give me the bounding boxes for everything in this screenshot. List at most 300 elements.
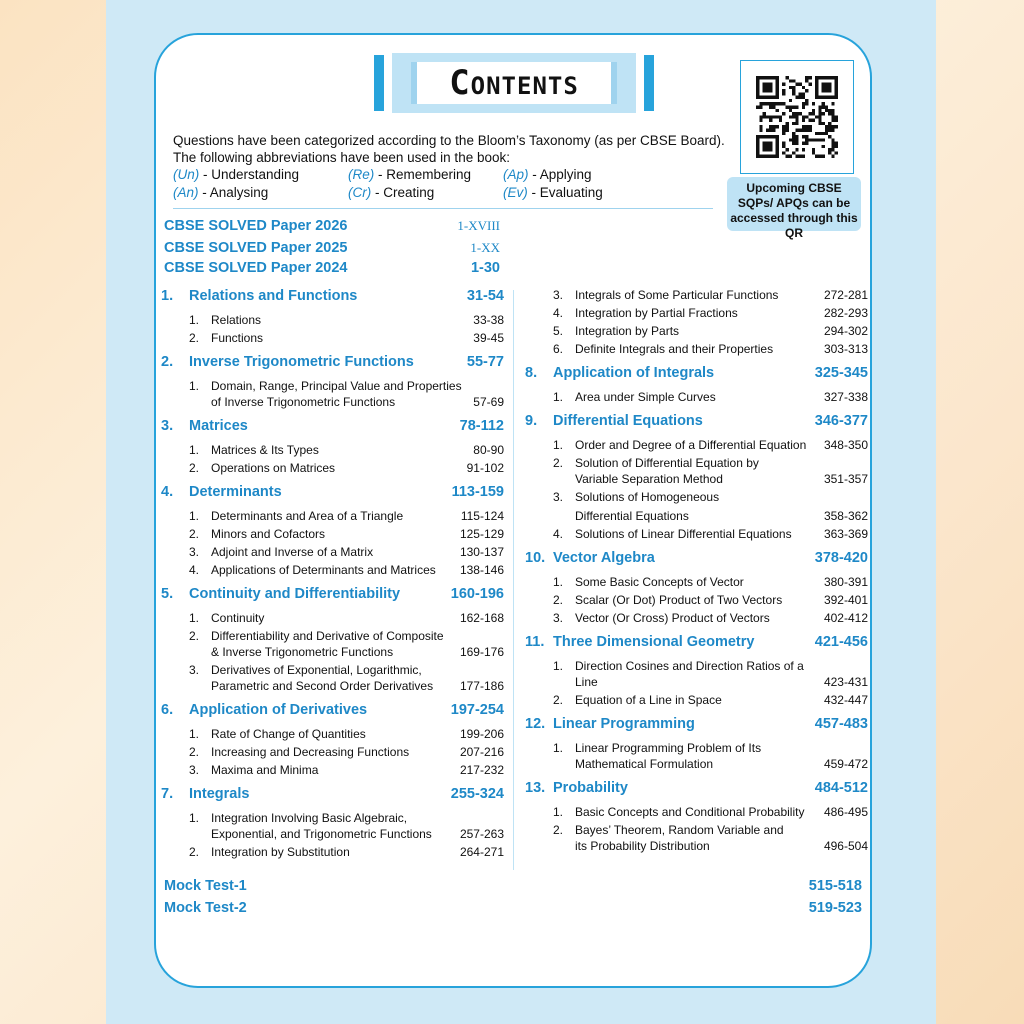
- subtopic-list: [161, 442, 504, 476]
- subtopic-item[interactable]: [189, 562, 504, 578]
- subtopic-item[interactable]: [553, 287, 868, 303]
- chapter-title-group: [161, 786, 249, 802]
- chapter-pages: 421-456: [814, 634, 868, 650]
- subtopic-number: 1.: [553, 575, 564, 589]
- subtopic-item[interactable]: [553, 822, 868, 854]
- chapter-pages: 31-54: [466, 288, 504, 304]
- subtopic-number: 1.: [189, 811, 200, 825]
- chapter-number: 8.: [525, 365, 538, 381]
- subtopic-number: 1.: [553, 438, 564, 452]
- chapter-heading[interactable]: [161, 354, 504, 370]
- subtopic-title-line: Integration by Partial Fractions: [575, 306, 738, 320]
- subtopic-item[interactable]: [189, 526, 504, 542]
- chapter-pages: 55-77: [466, 354, 504, 370]
- solved-paper-pages: 1-30: [470, 260, 500, 276]
- subtopic-title-line: Vector (Or Cross) Product of Vectors: [575, 611, 770, 625]
- chapter-title: Inverse Trigonometric Functions: [189, 354, 414, 370]
- mock-test-label: Mock Test-2: [164, 900, 247, 916]
- subtopic-title: [575, 389, 824, 405]
- subtopic-pages: 459-472: [823, 757, 868, 771]
- subtopic-pages: 392-401: [823, 593, 868, 607]
- subtopic-pages: 303-313: [823, 342, 868, 356]
- subtopic-number: 4.: [553, 306, 564, 320]
- subtopic-title: [575, 822, 824, 854]
- abbreviation-key: (Ap): [503, 167, 529, 182]
- subtopic-title-line: Determinants and Area of a Triangle: [211, 509, 404, 523]
- page-title: Contents: [449, 63, 579, 103]
- abbreviation-key: (Un): [173, 167, 200, 182]
- subtopic-pages: 125-129: [459, 527, 504, 541]
- abbreviation-item: [503, 184, 603, 202]
- abbreviation-item: [348, 184, 503, 202]
- chapter-pages: 255-324: [450, 786, 504, 802]
- chapter-number: 9.: [525, 413, 538, 429]
- subtopic-title-line: Mathematical Formulation: [575, 757, 714, 771]
- subtopic-pages: 380-391: [823, 575, 868, 589]
- abbreviation-label: - Applying: [528, 167, 592, 182]
- subtopic-title: [211, 628, 460, 660]
- chapter-title-group: [161, 418, 248, 434]
- subtopic-title: [575, 455, 824, 487]
- chapter-heading[interactable]: [161, 418, 504, 434]
- subtopic-item[interactable]: [189, 442, 504, 458]
- abbreviation-label: - Understanding: [199, 167, 300, 182]
- subtopic-pages: 57-69: [473, 395, 504, 409]
- chapter-title: Vector Algebra: [553, 550, 655, 566]
- subtopic-list: [161, 810, 504, 860]
- chapter-number: 6.: [161, 702, 174, 718]
- subtopic-pages: 363-369: [823, 527, 868, 541]
- heading-bar-right: [644, 55, 654, 111]
- intro-line-1: Questions have been categorized according to the Bloom’s Taxonomy (as per CBSE Board).: [173, 133, 725, 148]
- subtopic-title: [211, 610, 460, 626]
- subtopic-title-line: Integration by Parts: [575, 324, 680, 338]
- chapter-title-group: [525, 634, 754, 650]
- chapter-title-group: [525, 413, 703, 429]
- subtopic-title-line: Parametric and Second Order Derivatives: [211, 679, 434, 693]
- subtopic-title: [575, 658, 824, 690]
- contents-column-left: [161, 288, 504, 862]
- subtopic-pages: 282-293: [823, 306, 868, 320]
- subtopic-title: [211, 726, 460, 742]
- subtopic-item[interactable]: [189, 330, 504, 346]
- chapter-title: Differential Equations: [553, 413, 703, 429]
- subtopic-title: [211, 442, 473, 458]
- subtopic-item[interactable]: [189, 762, 504, 778]
- subtopic-item[interactable]: [553, 389, 868, 405]
- chapter-title: Three Dimensional Geometry: [553, 634, 755, 650]
- subtopic-title-line: Scalar (Or Dot) Product of Two Vectors: [575, 593, 783, 607]
- mock-test-entry[interactable]: [164, 878, 862, 894]
- subtopic-pages: 294-302: [823, 324, 868, 338]
- subtopic-item[interactable]: [189, 726, 504, 742]
- chapter-block: [161, 484, 504, 578]
- subtopic-item[interactable]: [189, 744, 504, 760]
- chapter-number: 1.: [161, 288, 174, 304]
- subtopic-title-line: of Inverse Trigonometric Functions: [211, 395, 396, 409]
- abbreviation-key: (Ev): [503, 185, 528, 200]
- chapter-pages: 378-420: [814, 550, 868, 566]
- subtopic-pages: 423-431: [823, 675, 868, 689]
- subtopic-list: [161, 312, 504, 346]
- abbreviation-key: (An): [173, 185, 199, 200]
- subtopic-number: 2.: [189, 527, 200, 541]
- solved-paper-label: CBSE SOLVED Paper 2024: [164, 260, 348, 276]
- subtopic-title: [211, 378, 473, 410]
- chapter-pages: 346-377: [814, 413, 868, 429]
- subtopic-pages: 199-206: [459, 727, 504, 741]
- subtopic-list: [525, 804, 868, 854]
- subtopic-title-line: Maxima and Minima: [211, 763, 319, 777]
- subtopic-item[interactable]: [189, 460, 504, 476]
- subtopic-title: [575, 592, 824, 608]
- chapter-number: 2.: [161, 354, 174, 370]
- chapter-title: Application of Derivatives: [189, 702, 368, 718]
- abbreviation-row-2: [173, 184, 725, 202]
- chapter-title-group: [161, 586, 400, 602]
- subtopic-title-line: Linear Programming Problem of Its: [575, 741, 762, 755]
- heading-inner: [411, 62, 617, 104]
- subtopic-pages: 138-146: [459, 563, 504, 577]
- subtopic-title-line: Minors and Cofactors: [211, 527, 326, 541]
- subtopic-title: [575, 574, 824, 590]
- chapter-block: [525, 716, 868, 772]
- subtopic-number: 3.: [189, 663, 200, 677]
- subtopic-item[interactable]: [553, 341, 868, 357]
- subtopic-title-line: Some Basic Concepts of Vector: [575, 575, 744, 589]
- chapter-title-group: [161, 288, 357, 304]
- subtopic-item[interactable]: [553, 526, 868, 542]
- subtopic-title-line: Area under Simple Curves: [575, 390, 716, 404]
- subtopic-list: [525, 574, 868, 626]
- subtopic-item[interactable]: [189, 544, 504, 560]
- subtopic-title-line: Solution of Differential Equation by: [575, 456, 759, 470]
- chapter-title: Continuity and Differentiability: [189, 586, 401, 602]
- subtopic-title-line: Applications of Determinants and Matrices: [211, 563, 436, 577]
- chapter-heading[interactable]: [161, 702, 504, 718]
- chapter-title-group: [525, 716, 695, 732]
- subtopic-pages: 33-38: [473, 313, 504, 327]
- subtopic-title: [575, 305, 824, 321]
- contents-column-right: [525, 287, 868, 856]
- subtopic-title-line: Operations on Matrices: [211, 461, 336, 475]
- chapter-number: 12.: [525, 716, 546, 732]
- chapter-pages: 484-512: [814, 780, 868, 796]
- solved-paper-entry[interactable]: [164, 240, 500, 256]
- subtopic-title: [575, 323, 824, 339]
- subtopic-list: [161, 726, 504, 778]
- subtopic-item[interactable]: [553, 455, 868, 487]
- subtopic-pages: 348-350: [823, 438, 868, 452]
- subtopic-item[interactable]: [189, 378, 504, 410]
- subtopic-title: [575, 489, 824, 524]
- subtopic-title-line: Differential Equations: [575, 509, 689, 523]
- subtopic-number: 3.: [189, 545, 200, 559]
- subtopic-pages: 486-495: [823, 805, 868, 819]
- subtopic-title-line: Increasing and Decreasing Functions: [211, 745, 410, 759]
- subtopic-number: 4.: [189, 563, 200, 577]
- subtopic-number: 1.: [553, 805, 564, 819]
- chapter-heading[interactable]: [525, 550, 868, 566]
- page-background: [106, 0, 936, 1024]
- subtopic-item[interactable]: [553, 804, 868, 820]
- subtopic-number: 1.: [553, 659, 564, 673]
- subtopic-item[interactable]: [189, 844, 504, 860]
- subtopic-pages: 432-447: [823, 693, 868, 707]
- chapter-heading[interactable]: [161, 484, 504, 500]
- subtopic-pages: 130-137: [459, 545, 504, 559]
- chapter-title-group: [525, 780, 628, 796]
- subtopic-item[interactable]: [553, 574, 868, 590]
- chapter-pages: 325-345: [814, 365, 868, 381]
- abbreviation-row-1: [173, 166, 725, 184]
- subtopic-number: 1.: [189, 509, 200, 523]
- subtopic-title: [575, 610, 824, 626]
- subtopic-pages: 115-124: [460, 509, 504, 523]
- chapter-title-group: [161, 354, 414, 370]
- subtopic-item[interactable]: [553, 592, 868, 608]
- subtopic-pages: 91-102: [466, 461, 504, 475]
- subtopic-list: [161, 508, 504, 578]
- chapter-title-group: [525, 365, 714, 381]
- chapter-title: Application of Integrals: [553, 365, 715, 381]
- subtopic-pages: 80-90: [473, 443, 504, 457]
- chapter-heading[interactable]: [161, 586, 504, 602]
- chapter-block: [525, 634, 868, 708]
- subtopic-title: [575, 692, 824, 708]
- subtopic-list: [525, 658, 868, 708]
- subtopic-number: 2.: [553, 693, 564, 707]
- subtopic-pages: 162-168: [459, 611, 504, 625]
- subtopic-number: 6.: [553, 342, 564, 356]
- qr-caption: Upcoming CBSE SQPs/ APQs can be accessed through this QR: [727, 177, 861, 231]
- subtopic-item[interactable]: [553, 323, 868, 339]
- subtopic-title: [575, 437, 824, 453]
- chapter-block: [161, 702, 504, 778]
- subtopic-title: [211, 508, 461, 524]
- chapter-pages: 197-254: [450, 702, 504, 718]
- subtopic-title: [211, 810, 460, 842]
- subtopic-number: 4.: [553, 527, 564, 541]
- subtopic-pages: 257-263: [459, 827, 504, 841]
- abbreviation-label: - Evaluating: [527, 185, 603, 200]
- subtopic-item[interactable]: [553, 610, 868, 626]
- abbreviation-item: [173, 166, 348, 184]
- abbreviation-item: [348, 166, 503, 184]
- chapter-block: [525, 780, 868, 854]
- subtopic-number: 1.: [189, 379, 200, 393]
- chapter-number: 10.: [525, 550, 546, 566]
- subtopic-number: 1.: [189, 611, 200, 625]
- solved-paper-label: CBSE SOLVED Paper 2025: [164, 240, 348, 256]
- subtopic-pages: 177-186: [459, 679, 504, 693]
- abbreviation-label: - Analysing: [198, 185, 269, 200]
- subtopic-list: [525, 287, 868, 357]
- mock-test-pages: 519-523: [808, 900, 862, 916]
- chapter-heading[interactable]: [525, 634, 868, 650]
- subtopic-title: [211, 662, 460, 694]
- subtopic-title: [575, 804, 824, 820]
- chapter-number: 13.: [525, 780, 546, 796]
- subtopic-title-line: & Inverse Trigonometric Functions: [211, 645, 394, 659]
- subtopic-pages: 169-176: [459, 645, 504, 659]
- subtopic-title: [211, 460, 467, 476]
- mock-test-pages: 515-518: [808, 878, 862, 894]
- contents-card: [154, 33, 872, 988]
- chapter-title: Linear Programming: [553, 716, 695, 732]
- subtopic-title-line: Solutions of Linear Differential Equations: [575, 527, 792, 541]
- subtopic-number: 1.: [553, 741, 564, 755]
- chapter-heading[interactable]: [525, 413, 868, 429]
- intro-text: [173, 132, 725, 202]
- subtopic-item[interactable]: [189, 662, 504, 694]
- subtopic-title: [211, 744, 460, 760]
- subtopic-title-line: Direction Cosines and Direction Ratios of a Line: [575, 659, 804, 689]
- solved-paper-entry[interactable]: [164, 218, 500, 234]
- solved-paper-pages: 1-XVIII: [457, 218, 500, 233]
- subtopic-number: 2.: [553, 456, 564, 470]
- subtopic-pages: 496-504: [823, 839, 868, 853]
- subtopic-title-line: Bayes’ Theorem, Random Variable and: [575, 823, 784, 837]
- subtopic-title-line: Definite Integrals and their Properties: [575, 342, 774, 356]
- solved-paper-label: CBSE SOLVED Paper 2026: [164, 218, 348, 234]
- chapter-pages: 113-159: [451, 484, 504, 500]
- chapter-number: 11.: [525, 634, 545, 650]
- subtopic-title-line: its Probability Distribution: [575, 839, 710, 853]
- subtopic-title: [211, 762, 460, 778]
- subtopic-title-line: Exponential, and Trigonometric Functions: [211, 827, 432, 841]
- subtopic-pages: 264-271: [459, 845, 504, 859]
- subtopic-title-line: Integration by Substitution: [211, 845, 350, 859]
- chapter-title-group: [161, 484, 282, 500]
- subtopic-number: 3.: [189, 763, 200, 777]
- chapter-title: Determinants: [189, 484, 282, 500]
- subtopic-number: 2.: [553, 593, 564, 607]
- subtopic-item[interactable]: [189, 810, 504, 842]
- subtopic-title: [575, 341, 824, 357]
- chapter-title: Probability: [553, 780, 628, 796]
- subtopic-title-line: Matrices & Its Types: [211, 443, 319, 457]
- subtopic-title-line: Differentiability and Derivative of Composite: [211, 629, 444, 643]
- chapter-title: Relations and Functions: [189, 288, 358, 304]
- subtopic-number: 3.: [553, 611, 564, 625]
- subtopic-title: [211, 844, 460, 860]
- chapter-block: [525, 365, 868, 405]
- subtopic-number: 1.: [189, 443, 200, 457]
- subtopic-pages: 351-357: [823, 472, 868, 486]
- subtopic-title-line: Relations: [211, 313, 262, 327]
- subtopic-item[interactable]: [553, 740, 868, 772]
- heading-bar-left: [374, 55, 384, 111]
- subtopic-item[interactable]: [189, 508, 504, 524]
- subtopic-title: [575, 740, 824, 772]
- subtopic-list: [525, 740, 868, 772]
- subtopic-title-line: Functions: [211, 331, 264, 345]
- subtopic-item[interactable]: [189, 610, 504, 626]
- subtopic-item[interactable]: [189, 628, 504, 660]
- chapter-block: [161, 418, 504, 476]
- subtopic-list: [161, 378, 504, 410]
- subtopic-number: 3.: [553, 288, 564, 302]
- subtopic-item[interactable]: [553, 489, 868, 524]
- subtopic-pages: 327-338: [823, 390, 868, 404]
- chapter-block: [525, 550, 868, 626]
- subtopic-number: 2.: [189, 845, 200, 859]
- subtopic-title: [211, 330, 473, 346]
- subtopic-item[interactable]: [553, 658, 868, 690]
- subtopic-number: 1.: [553, 390, 564, 404]
- abbreviation-label: - Creating: [371, 185, 435, 200]
- column-divider: [513, 290, 514, 870]
- chapter-pages: 160-196: [450, 586, 504, 602]
- chapter-block: [161, 786, 504, 860]
- chapter-heading[interactable]: [161, 786, 504, 802]
- subtopic-number: 2.: [553, 823, 564, 837]
- subtopic-title-line: Rate of Change of Quantities: [211, 727, 366, 741]
- chapter-number: 5.: [161, 586, 174, 602]
- chapter-heading[interactable]: [525, 780, 868, 796]
- chapter-number: 3.: [161, 418, 174, 434]
- subtopic-title: [211, 312, 473, 328]
- subtopic-number: 5.: [553, 324, 564, 338]
- chapter-heading[interactable]: [525, 365, 868, 381]
- subtopic-item[interactable]: [553, 692, 868, 708]
- chapter-number: 4.: [161, 484, 174, 500]
- subtopic-number: 2.: [189, 461, 200, 475]
- subtopic-title: [575, 287, 824, 303]
- subtopic-pages: 402-412: [823, 611, 868, 625]
- mock-test-entry[interactable]: [164, 900, 862, 916]
- chapter-block: [525, 287, 868, 357]
- subtopic-title-line: Order and Degree of a Differential Equation: [575, 438, 807, 452]
- heading-box: [392, 53, 636, 113]
- solved-paper-pages: 1-XX: [470, 240, 500, 255]
- subtopic-pages: 272-281: [823, 288, 868, 302]
- chapter-pages: 457-483: [814, 716, 868, 732]
- subtopic-number: 3.: [553, 490, 564, 504]
- chapter-pages: 78-112: [459, 418, 504, 434]
- subtopic-item[interactable]: [553, 437, 868, 453]
- subtopic-title-line: Variable Separation Method: [575, 472, 723, 486]
- chapter-heading[interactable]: [525, 716, 868, 732]
- abbreviation-key: (Re): [348, 167, 375, 182]
- chapter-heading[interactable]: [161, 288, 504, 304]
- subtopic-number: 2.: [189, 629, 200, 643]
- abbreviation-item: [503, 166, 592, 184]
- subtopic-title-line: Adjoint and Inverse of a Matrix: [211, 545, 374, 559]
- chapter-title-group: [161, 702, 367, 718]
- chapter-number: 7.: [161, 786, 174, 802]
- chapter-title: Matrices: [189, 418, 248, 434]
- chapter-block: [161, 354, 504, 410]
- subtopic-title-line: Integrals of Some Particular Functions: [575, 288, 779, 302]
- subtopic-number: 2.: [189, 745, 200, 759]
- subtopic-title-line: Domain, Range, Principal Value and Properties: [211, 379, 462, 393]
- subtopic-pages: 217-232: [459, 763, 504, 777]
- subtopic-title-line: Integration Involving Basic Algebraic,: [211, 811, 408, 825]
- subtopic-item[interactable]: [189, 312, 504, 328]
- contents-heading: [374, 53, 654, 111]
- solved-paper-entry[interactable]: [164, 260, 500, 276]
- qr-code-icon[interactable]: [740, 60, 854, 174]
- chapter-block: [161, 586, 504, 694]
- subtopic-list: [525, 389, 868, 405]
- abbreviation-label: - Remembering: [374, 167, 472, 182]
- subtopic-number: 1.: [189, 727, 200, 741]
- chapter-title-group: [525, 550, 655, 566]
- chapter-title: Integrals: [189, 786, 250, 802]
- subtopic-item[interactable]: [553, 305, 868, 321]
